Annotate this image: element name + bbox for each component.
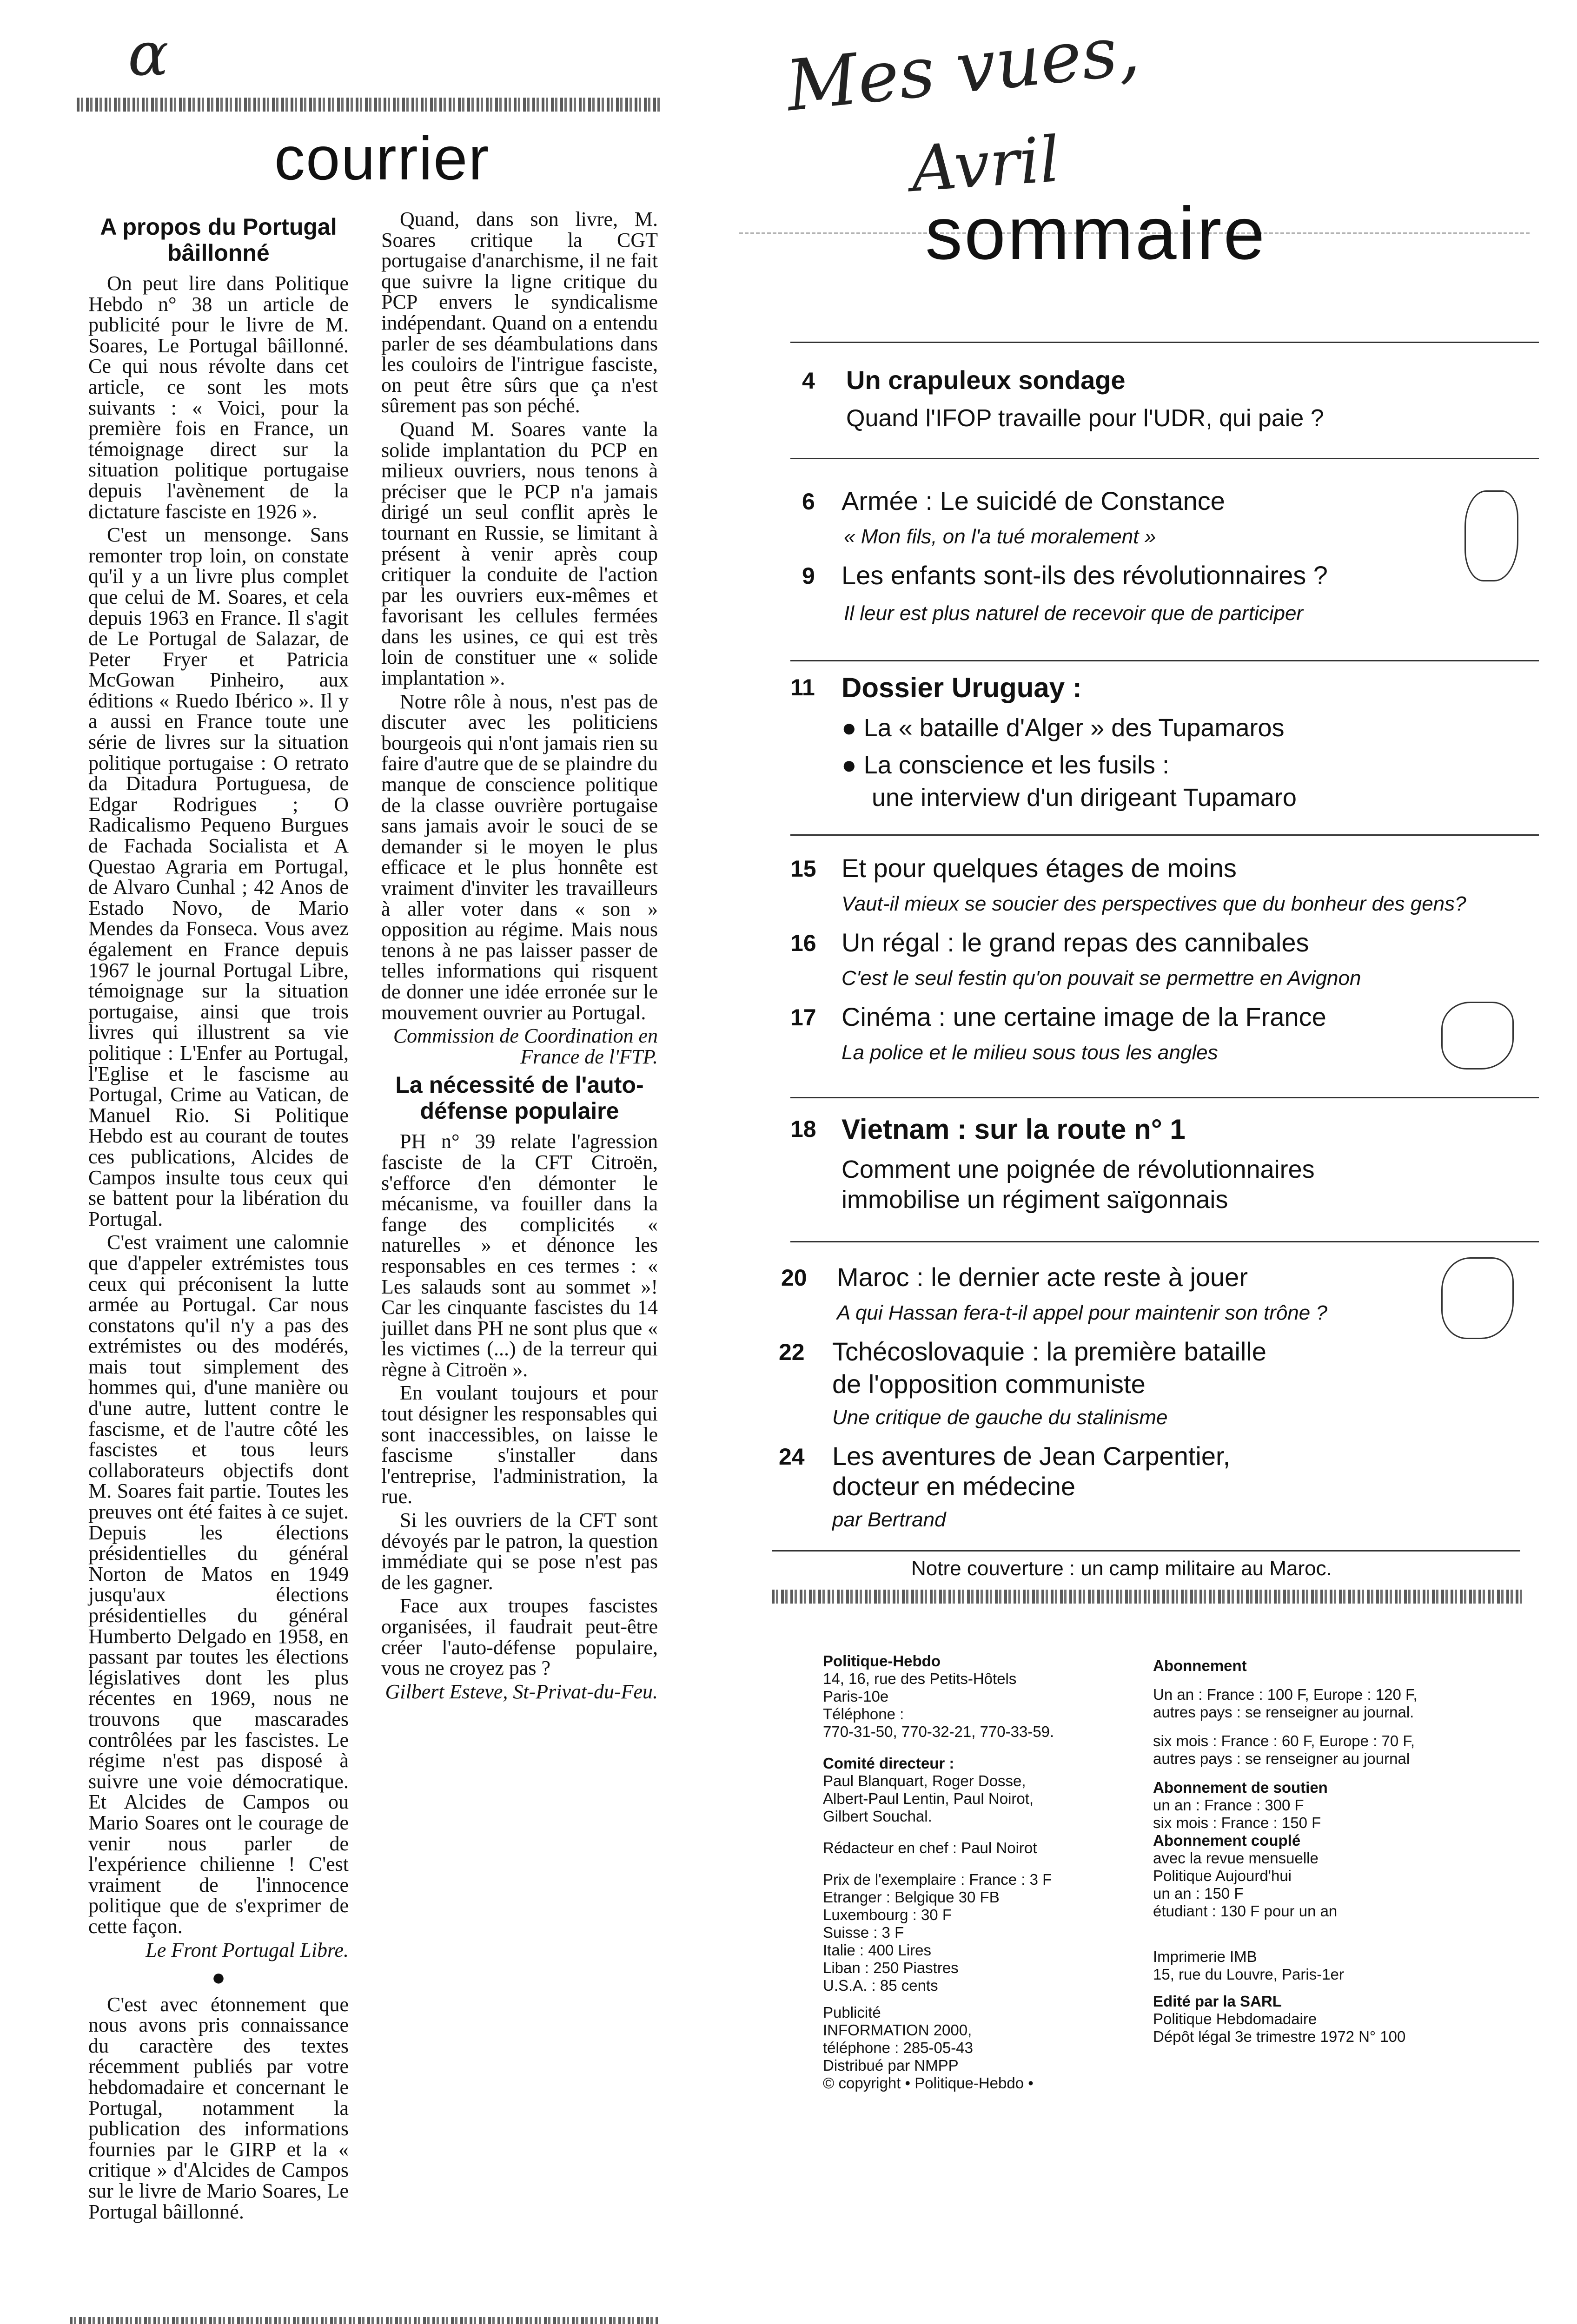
article1-continuation: C'est avec étonnement que nous avons pris connaissance du caractère des textes récemment publiés par votre hebdomadaire et concernant le Portugal, notamment la publication des informations fournies par le GIRP et la « critique » d'Alcides de Campos sur le livre de Mario Soares, Le Portugal bâillonné. [88,1993,349,2223]
support-six-months: six mois : France : 150 F [1153,1814,1321,1831]
toc-title[interactable]: Un crapuleux sondage [846,365,1126,395]
edited-by-line2: Politique Hebdomadaire [1153,2010,1317,2027]
article1-continuation: Notre rôle à nous, n'est pas de discuter avec les politiciens bourgeois qui n'ont jamais rien su faire d'autre que de se plaindre du manque de conscience politique de la classe ouvrière portugaise sans jamais avoir le souci de se demander si le moyen le plus efficace et le plus honnête est vraiment d'inviter les travailleurs à aller voter dans « son » opposition au régime. Mais nous tenons à ne pas laisser passer de telles informations qui risquent de donner une idée erronée sur le mouvement ouvrier au Portugal. [381,690,658,1024]
toc-subtitle: « Mon fils, on l'a tué moralement » [844,525,1156,548]
toc-line: Comment une poignée de révolutionnaires [842,1155,1315,1183]
toc-title-line2: de l'opposition communiste [832,1369,1146,1399]
handwritten-mark: α [128,19,169,89]
coupled-subscription-label: Abonnement couplé [1153,1832,1301,1849]
article2-paragraph: Si les ouvriers de la CFT sont dévoyés par le patron, la question immédiate qui se pose n'est pas de les gagner. [381,1509,658,1594]
toc-page: 15 [790,856,816,882]
edited-by: Edité par la SARL [1153,1993,1282,2010]
price-line: Suisse : 3 F [823,1924,904,1941]
article2-title: La nécessité de l'auto-défense populaire [395,1072,644,1124]
committee-line: Albert-Paul Lentin, Paul Noirot, [823,1790,1034,1807]
address-line: Paris-10e [823,1688,889,1705]
price-line: Etranger : Belgique 30 FB [823,1888,1000,1906]
toc-page: 16 [790,930,816,956]
toc-title[interactable]: Tchécoslovaquie : la première bataille [832,1337,1266,1366]
separator-dot: ● [211,1964,226,1991]
price-line: Prix de l'exemplaire : France : 3 F [823,1871,1052,1888]
toc-title[interactable]: Les aventures de Jean Carpentier, [832,1441,1231,1471]
subscription-label: Abonnement [1153,1657,1247,1674]
toc-subtitle: Vaut-il mieux se soucier des perspectives que du bonheur des gens? [842,892,1466,915]
phone-numbers: 770-31-50, 770-32-21, 770-33-59. [823,1723,1054,1740]
subscription-six-months: six mois : France : 60 F, Europe : 70 F, autres pays : se renseigner au journal [1153,1732,1415,1767]
toc-line: immobilise un régiment saïgonnais [842,1186,1228,1214]
masthead-right [1153,1657,1455,2046]
masthead-left [823,1652,1176,2092]
toc-page: 4 [802,368,815,394]
price-line: U.S.A. : 85 cents [823,1977,938,1994]
coupled-line: Politique Aujourd'hui [1153,1867,1292,1884]
bullet-icon: ● [842,714,864,742]
toc-page: 11 [790,674,815,700]
toc-separator [790,1241,1539,1242]
courrier-column-1 [88,209,349,2225]
toc-bullet-item[interactable] [842,713,1285,742]
copyright: © copyright • Politique-Hebdo • [823,2074,1034,2092]
article1-signature-commission: Commission de Coordination en France de l'FTP. [393,1024,658,1068]
illustration-king [1441,1257,1514,1339]
ads-phone: téléphone : 285-05-43 [823,2039,973,2056]
toc-title[interactable]: Les enfants sont-ils des révolutionnaires ? [842,561,1328,590]
coupled-line: un an : 150 F [1153,1885,1244,1902]
editor-line: Rédacteur en chef : Paul Noirot [823,1839,1037,1856]
toc-subtitle: par Bertrand [832,1508,946,1531]
toc-title[interactable]: Dossier Uruguay : [842,672,1082,703]
toc-title-line2: docteur en médecine [832,1472,1076,1501]
toc-page: 22 [779,1339,805,1365]
bullet-icon: ● [842,751,864,779]
price-line: Luxembourg : 30 F [823,1906,952,1923]
committee-line: Gilbert Souchal. [823,1808,932,1825]
legal-deposit: Dépôt légal 3e trimestre 1972 N° 100 [1153,2028,1406,2045]
price-line: Italie : 400 Lires [823,1941,931,1959]
illustration-cinema [1441,1002,1514,1070]
toc-title[interactable]: Et pour quelques étages de moins [842,853,1237,883]
toc-page: 20 [781,1265,807,1291]
toc-title[interactable]: Cinéma : une certaine image de la France [842,1002,1326,1031]
cover-note-rule [772,1550,1520,1552]
coupled-line: étudiant : 130 F pour un an [1153,1902,1338,1920]
handwritten-note-line2: Avril [908,123,1062,206]
toc-subtitle: Quand l'IFOP travaille pour l'UDR, qui paie ? [846,405,1324,432]
subscription-year: Un an : France : 100 F, Europe : 120 F, autres pays : se renseigner au journal. [1153,1686,1418,1721]
toc-subtitle: Il leur est plus naturel de recevoir que de participer [844,602,1304,625]
toc-title[interactable]: Un régal : le grand repas des cannibales [842,928,1309,957]
article1-signature: Le Front Portugal Libre. [146,1938,349,1961]
toc-item-continued: une interview d'un dirigeant Tupamaro [872,784,1297,812]
toc-page: 6 [802,489,815,515]
committee-label: Comité directeur : [823,1755,954,1772]
article1-continuation: Quand M. Soares vante la solide implantation du PCP en milieux ouvriers, nous tenons à préciser que le PCP n'a jamais dirigé un seul conflit après le tournant en Russie, se limitant à présent à venir après coup critiquer la conduite de l'action par les ouvriers eux-mêmes et favorisant les cellules fermées dans les usines, ce qui est très loin de constituer une « solide implantation ». [381,417,658,690]
distribution: Distribué par NMPP [823,2057,959,2074]
toc-page: 24 [779,1444,805,1470]
toc-subtitle: C'est le seul festin qu'on pouvait se permettre en Avignon [842,967,1361,990]
toc-page: 9 [802,563,815,589]
article2-paragraph: Face aux troupes fascistes organisées, il faudrait peut-être créer l'auto-défense populaire, vous ne croyez pas ? [381,1594,658,1680]
toc-subtitle: Une critique de gauche du stalinisme [832,1406,1168,1429]
toc-separator [790,1097,1539,1098]
toc-bullet-item[interactable] [842,751,1169,779]
article2-paragraph: En voulant toujours et pour tout désigner les responsables qui sont inaccessibles, on laisse le fascisme s'installer dans l'entreprise, l'administration, la rue. [381,1381,658,1508]
ads-label: Publicité [823,2004,881,2021]
coupled-line: avec la revue mensuelle [1153,1849,1319,1867]
support-subscription-label: Abonnement de soutien [1153,1779,1328,1796]
decorative-bar-bottom-left [70,2317,658,2324]
article1-continuation: Quand, dans son livre, M. Soares critique la CGT portugaise d'anarchisme, il ne fait que suivre la ligne critique du PCP envers le syndicalisme indépendant. Quand on a entendu parler de ses déambulations dans les couloirs de l'intrigue fasciste, on peut être sûrs que ça n'est sûrement pas son péché. [381,208,658,417]
cover-note: Notre couverture : un camp militaire au Maroc. [911,1557,1332,1580]
decorative-bar-top-left [77,98,660,112]
article1-title: A propos du Portugal bâillonné [100,214,337,266]
article1-paragraph: C'est un mensonge. Sans remonter trop loin, on constate qu'il y a un livre plus complet que celui de M. Soares, et cela depuis 1963 en France. Il s'agit de Le Portugal de Salazar, de Peter Fryer et Patricia McGowan Pinheiro, aux éditions « Ruedo Ibérico ». Il y a aussi en France toute une série de livres sur la situation politique portugaise : O retrato da Ditadura Portuguesa, de Edgar Rodrigues ; O Radicalismo Pequeno Burgues de Fachada Socialista et A Questao Agraria em Portugal, de Alvaro Cunhal ; 42 Anos de Estado Novo, de Mario Mendes da Fonseca. Vous avez également en France depuis 1967 le journal Portugal Libre, témoignage sur la situation portugaise, ainsi que trois livres qui illustrent sa vie politique : L'Enfer au Portugal, l'Eglise et le fascisme au Portugal, Crime au Vatican, de Manuel Rio. Si Politique Hebdo est au courant de toutes ces publications, Alcides de Campos insulte tous ceux qui se battent pour la libération du Portugal. [88,523,349,1230]
toc-subtitle: A qui Hassan fera-t-il appel pour maintenir son trône ? [837,1301,1327,1324]
article1-paragraph: On peut lire dans Politique Hebdo n° 38 un article de publicité pour le livre de M. Soares, Le Portugal bâillonné. Ce qui nous révolte dans cet article, ce sont les mots suivants : « Voici, pour la première fois en France, un témoignage direct sur la situation politique portugaise depuis l'avènement de la dictature fasciste en 1926 ». [88,272,349,523]
decorative-bar-right [772,1590,1525,1604]
toc-page: 18 [790,1116,816,1142]
price-line: Liban : 250 Piastres [823,1959,959,1976]
toc-title[interactable]: Armée : Le suicidé de Constance [842,486,1225,515]
illustration-soldier [1464,490,1518,581]
ads-name: INFORMATION 2000, [823,2021,972,2039]
address-line: 14, 16, rue des Petits-Hôtels [823,1670,1017,1687]
committee-line: Paul Blanquart, Roger Dosse, [823,1772,1026,1789]
printer-name: Imprimerie IMB [1153,1948,1257,1965]
toc-separator [790,834,1539,836]
article2-paragraph: PH n° 39 relate l'agression fasciste de la CFT Citroën, s'efforce d'en démonter le mécanisme, va fouiller dans la fange des complicités « naturelles » et dénonce les responsables en ces termes : « Les salauds sont au sommet »! Car les cinquante fascistes du 14 juillet dans PH ne sont plus que « les victimes (...) de la terreur qui règne à Citroën ». [381,1130,658,1381]
toc-separator [790,660,1539,661]
publisher-name: Politique-Hebdo [823,1652,941,1670]
toc-title[interactable]: Maroc : le dernier acte reste à jouer [837,1262,1248,1292]
toc-item-text: La « bataille d'Alger » des Tupamaros [863,714,1285,742]
phone-label: Téléphone : [823,1705,904,1723]
sommaire-rule-top [790,342,1539,343]
toc-subtitle: La police et le milieu sous tous les angles [842,1041,1218,1064]
support-year: un an : France : 300 F [1153,1796,1304,1814]
article1-paragraph: C'est vraiment une calomnie que d'appeler extrémistes tous ceux qui préconisent la lutte armée au Portugal. Car nous constatons qu'il n'y a pas des extrémistes ou des modérés, mais tout simplement des hommes qui, d'une manière ou d'une autre, luttent contre le fascisme, et de l'autre côté les fascistes et tous leurs collaborateurs objectifs dont M. Soares fait partie. Toutes les preuves ont été faites à ce sujet. Depuis les élections présidentielles du général Norton de Matos en 1949 jusqu'aux élections présidentielles du général Humberto Delgado en 1958, en passant par toutes les élections législatives dont les plus récentes en 1969, nous ne trouvons que mascarades contrôlées par les fascistes. Le régime n'est pas disposé à suivre une voie démocratique. Et Alcides de Campos ou Mario Soares ont le courage de venir nous parler de l'expérience chilienne ! C'est vraiment de l'innocence politique que de s'exprimer de cette façon. [88,1231,349,1938]
courrier-column-2 [381,209,658,1705]
section-title-sommaire: sommaire [925,191,1267,275]
toc-item-text: La conscience et les fusils : [863,751,1169,779]
article2-signature: Gilbert Esteve, St-Privat-du-Feu. [385,1680,658,1703]
toc-separator [790,458,1539,459]
printer-address: 15, rue du Louvre, Paris-1er [1153,1966,1344,1983]
section-title-courrier: courrier [274,124,490,192]
handwritten-note-line1: Mes vues, [782,9,1143,127]
toc-page: 17 [790,1004,816,1030]
toc-title[interactable]: Vietnam : sur la route n° 1 [842,1114,1186,1145]
